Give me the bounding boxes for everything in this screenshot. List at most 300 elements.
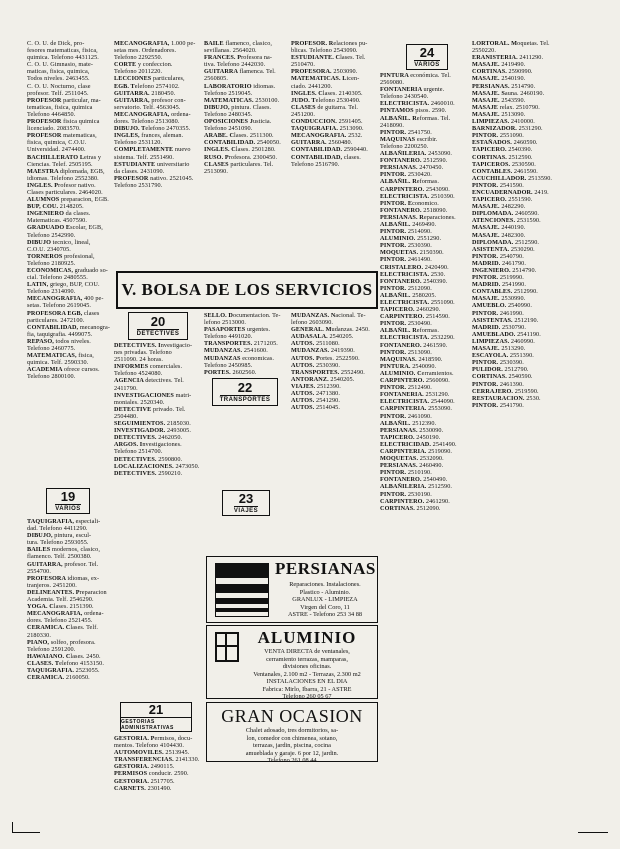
classified-line: ALUMNOS preparacion, EGB. — [27, 196, 109, 204]
classified-line: PINTURA económica. Tel. — [380, 72, 451, 79]
classified-line: Telefono 2180925. — [27, 259, 76, 267]
bottom-left-tick — [12, 822, 13, 832]
classified-line: nes privadas. Telefono — [114, 349, 172, 357]
classified-line: CONTABILIDAD, clases. — [291, 153, 361, 161]
classified-line: blicas. Telefono 2543090. — [291, 47, 358, 55]
classified-line: BAILE flamenco, clasico, — [204, 40, 273, 47]
classified-line: BUP, COU. 2148205. — [27, 203, 84, 211]
classified-line: CORTE y confeccion. — [114, 61, 173, 69]
classified-line: ASISTENTA. 2530290. — [472, 245, 535, 253]
aluminio-ad — [206, 625, 378, 699]
classified-line: PINTOR. 2461090. — [380, 412, 432, 420]
classified-line: FRANCES. Profesora na- — [204, 54, 273, 62]
gran-ocasion-title: GRAN OCASION — [221, 706, 363, 726]
bottom-left-rule — [12, 832, 40, 833]
classified-line: INFORMES comerciales. — [114, 363, 183, 371]
classified-line: dad. Telefono 4411290. — [27, 525, 88, 533]
classified-line: DIPLOMADA. 2460590. — [472, 210, 540, 218]
classified-line: AUTOS. 2541290. — [291, 397, 341, 405]
classified-line: MASAJE. 2530990. — [472, 295, 526, 303]
classified-line: CONTABLES. 2461590. — [472, 167, 538, 175]
classified-line: PINTOR. 2461490. — [380, 256, 432, 264]
classified-line: CONDUCCION. 2591405. — [291, 118, 363, 126]
section-label: VIAJES — [233, 508, 259, 514]
classified-line: PROFESOR particular, ma- — [27, 96, 101, 104]
ad-line: GRANLUX - LIMPIEZA — [292, 596, 358, 603]
classified-line: AMUEBLO. 2540990. — [472, 302, 532, 310]
classified-line: cial. Telefono 2480555. — [27, 274, 88, 282]
classified-line: INGLES. Clases. 2501280. — [204, 146, 276, 154]
section-24-box — [406, 44, 448, 70]
classified-line: flamenco. Telf. 2500380. — [27, 553, 92, 561]
classified-line: TAPICERO. 2551590. — [472, 196, 533, 204]
section-number: 21 — [148, 702, 164, 717]
column-2-middle — [114, 342, 200, 678]
classified-line: PINTURA. 2540090. — [380, 362, 437, 370]
classified-line: BAILES modernos, clasico, — [27, 546, 100, 554]
classified-line: AUTOS. Portes. 2522590. — [291, 354, 360, 362]
classified-line: ANTORANZ. 2540205. — [291, 375, 355, 383]
classified-line: MECANOGRAFIA, ordena- — [27, 610, 104, 618]
classified-line: PINTOR. 2461390. — [472, 380, 524, 388]
section-number: 23 — [238, 491, 254, 506]
classified-line: MATEMATICAS. 2530100. — [204, 96, 280, 104]
classified-line: LABORATORIO idiomas. — [204, 82, 276, 90]
classified-line: GRADUADO Escolar, EGB, — [27, 224, 103, 232]
column-3-top-lines — [204, 40, 288, 175]
ad-line: Reparaciones. Instalaciones. — [289, 581, 361, 588]
classified-line: PINTOR. 2541750. — [380, 128, 432, 136]
classified-line: PINTOR. 2519990. — [472, 274, 524, 282]
classified-line: PIANO, solfeo, profesora. — [27, 638, 96, 646]
classified-line: MASAJE. 2482300. — [472, 231, 526, 239]
classified-line: DIBUJO. Telefono 2470355. — [114, 125, 191, 133]
classified-line: PASAPORTES urgentes. — [204, 326, 271, 334]
classified-line: PINTOR. 2510190. — [380, 469, 432, 477]
column-2-top-lines — [114, 40, 200, 189]
classified-line: tiva. Telefono 2442030. — [204, 61, 266, 69]
classified-line: SELLO. Documentacion. Te- — [204, 312, 281, 319]
column-1-top — [27, 40, 111, 480]
classified-line: mentos. Telefono 4104430. — [114, 742, 185, 750]
classified-line: MECANOGRAFIA, 1.000 pe- — [114, 40, 196, 47]
section-20-box — [128, 312, 188, 340]
classified-line: Telefono 2450985. — [204, 361, 253, 369]
classified-line: JUDO. Telefono 2530490. — [291, 96, 361, 104]
classified-line: VIAJES. 2512390. — [291, 382, 341, 390]
section-label: GESTORIAS ADMINISTRATIVAS — [121, 717, 191, 731]
column-1-top-lines — [27, 40, 111, 381]
classified-line: AUDASALA. 2540205. — [291, 333, 354, 341]
classified-line: da clases. 2431090. — [114, 167, 165, 175]
classified-line: ALBAÑIL. Reformas. Tel. — [380, 114, 451, 122]
column-2-bottom — [114, 735, 200, 790]
column-5 — [380, 72, 468, 792]
section-label: DETECTIVES — [136, 331, 180, 337]
gran-ocasion-ad — [206, 702, 378, 762]
classified-line: CARPINTERIA. 2553090. — [380, 405, 453, 413]
aluminio-logo-icon — [215, 632, 239, 662]
classified-line: LIMPIEZAS. 2410000. — [472, 118, 535, 126]
section-banner — [116, 271, 378, 309]
classified-line: CLASES. Telefono 4153150. — [27, 659, 104, 667]
classified-line: Telefono 2800100. — [27, 373, 76, 381]
classified-line: Matematicas. 4507590. — [27, 217, 88, 225]
classified-line: DELINEANTES. Preparacion — [27, 588, 107, 596]
classified-line: MASAJE. 2440190. — [472, 224, 526, 232]
classified-line: PERSIANAS. 2530090. — [380, 426, 444, 434]
classified-line: FONTANERO. 2512590. — [380, 157, 448, 165]
classified-line: quimica. Telefono 4431125. — [27, 54, 99, 62]
classified-line: TRANSPORTES. 2171205. — [204, 340, 278, 348]
classified-line: 2550220. — [472, 47, 497, 55]
classified-line: CORTINAS. 2512590. — [472, 153, 533, 161]
classified-line: AUTOS. 2511080. — [291, 340, 340, 348]
classified-line: Clases particulares. 2464020. — [27, 188, 103, 196]
classified-line: FONTANERO. 2518090. — [380, 206, 448, 214]
section-number: 19 — [60, 489, 76, 504]
classified-line: MUDANZAS economicas. — [204, 354, 275, 362]
classified-line: AUTOS. 2530390. — [291, 361, 341, 369]
classified-line: servatorio. Telf. 4563045. — [114, 103, 181, 111]
classified-line: ELECTRICISTA. 2551090. — [380, 299, 455, 306]
ad-line: terrazas, jardin, piscina, cocina — [253, 742, 331, 749]
ad-line: amueblada y garaje. 6 por 12, jardin. — [245, 749, 339, 757]
classified-line: MASAJE. 2482290. — [472, 203, 526, 211]
classified-line: ELECTRICISTA. 2544090. — [380, 398, 455, 406]
classified-line: CONTABILIDAD. 2540050. — [204, 139, 281, 147]
classified-line: Telefono 4491020. — [204, 333, 253, 341]
classified-line: Todos niveles. 2463455. — [27, 75, 90, 83]
classified-line: Telefono 2519045. — [204, 89, 253, 97]
classified-line: FONTANERIA urgente. — [380, 86, 445, 94]
classified-line: ALUMINIO. Cerramientos. — [380, 369, 454, 377]
classified-line: C. O. U. de Dick, pro- — [27, 40, 85, 47]
classified-line: PINTOR. 2530490. — [380, 320, 432, 328]
classified-line: CORTINAS. 2590990. — [472, 68, 533, 76]
classified-line: ALBAÑILERIA. 2512590. — [380, 483, 453, 491]
classified-line: Telefono 2516790. — [291, 160, 340, 168]
classified-line: PINTOR. 2530420. — [380, 171, 432, 179]
column-5-lines — [380, 72, 468, 512]
classified-line: Telefono 2430540. — [380, 93, 429, 101]
classified-line: DETECTIVES. 2590800. — [114, 455, 183, 463]
classified-line: CONTABILIDAD, mecanogra- — [27, 323, 111, 331]
section-label: VARIOS — [414, 62, 440, 68]
ad-line: Plastico - Aluminio. — [299, 588, 351, 596]
ad-line: Telefono 261 08 44 — [267, 757, 317, 764]
classified-line: MAESTRA diplomada, EGB, — [27, 167, 105, 175]
column-4-top — [291, 40, 375, 268]
classified-line: TAPICERO. 2460290. — [380, 306, 441, 314]
section-number: 20 — [150, 314, 166, 329]
classified-line: ALBAÑIL. Reformas. — [380, 327, 440, 335]
classified-line: MADRID. 2530790. — [472, 323, 527, 331]
classified-line: CARPINTERO. 2514590. — [380, 313, 450, 321]
column-3-top — [204, 40, 288, 268]
classified-line: CORTINAS. 2540590. — [472, 373, 533, 381]
classified-line: ESTUDIANTE universitario — [114, 160, 190, 168]
section-21-box — [120, 702, 192, 732]
classified-line: Telefono 2451090. — [204, 125, 253, 133]
classified-line: PROFESORA EGB, clases — [27, 309, 100, 317]
classified-line: DETECTIVE privado. Tel. — [114, 405, 186, 413]
classified-line: 2513090. — [204, 167, 229, 175]
classified-line: CONTABILIDAD. 2590440. — [291, 146, 368, 154]
classified-line: PERSIANAS. 2460490. — [380, 462, 444, 470]
classified-line: ACUCHILLADOR. 2513590. — [472, 174, 553, 182]
classified-line: MUDANZAS. 2419390. — [291, 347, 355, 355]
classified-line: INGLES. Profesor nativo. — [27, 181, 96, 189]
classified-line: CLASES de guitarra. Tel. — [291, 103, 358, 111]
classified-line: MASAJE. 2513090. — [472, 110, 526, 118]
classified-line: ALBAÑIL. 2469490. — [380, 220, 437, 228]
classified-line: BACHILLERATO Letras y — [27, 153, 102, 161]
ad-line: Virgen del Coro, 11 — [300, 603, 350, 611]
classified-line: Ciencias. Telef. 2505195. — [27, 160, 93, 168]
classified-line: MASAJE relax. 2510790. — [472, 103, 540, 111]
classified-line: TAQUIGRAFIA. 2513090. — [291, 125, 364, 133]
classified-line: TAPICEROS. 2530590. — [472, 160, 536, 168]
classified-line: REPASO, todos niveles. — [27, 337, 91, 345]
classified-line: AUTOS. 2471380. — [291, 390, 341, 398]
section-number: 24 — [419, 45, 435, 60]
classified-line: PINTAMOS pisos. 2590. — [380, 107, 447, 115]
classified-line: C. O. U. Nocturno, clase — [27, 82, 91, 90]
classified-line: PERMISOS conducir. 2590. — [114, 770, 189, 778]
ad-line: Telefono 260 05 67 — [282, 693, 332, 700]
classified-line: FONTANERO. 2540490. — [380, 476, 448, 484]
classified-line: ALBAÑILERIA. 2453090. — [380, 150, 453, 158]
classified-line: DETECTIVES. 2590210. — [114, 469, 183, 477]
ad-line: lon, comedor con chimenea, sotano, — [246, 734, 338, 742]
classified-line: ARABE. Clases. 2511300. — [204, 132, 274, 140]
classified-line: CORTINAS. 2512090. — [380, 504, 441, 512]
classified-line: CRISTALERO. 2420490. — [380, 263, 449, 271]
classified-line: PORTES. 2602560. — [204, 368, 257, 374]
classified-line: SEGUIMIENTOS. 2185030. — [114, 420, 191, 428]
classified-line: MASAJE. 2540190. — [472, 75, 526, 83]
persianas-lines — [273, 581, 377, 619]
classified-line: INGENIERO da clases. — [27, 210, 91, 218]
persianas-ad — [206, 556, 378, 623]
column-4-middle-lines — [291, 312, 375, 411]
classified-line: OPOSICIONES Justicia. — [204, 118, 272, 126]
classified-line: 2511090. 24 horas. — [114, 356, 164, 364]
classified-line: fisica, quimica, C.O.U. — [27, 139, 87, 147]
classified-line: ARGOS. Investigaciones. — [114, 441, 182, 449]
classified-line: AUTOS. 2514045. — [291, 404, 341, 412]
classified-line: Academia. Telf. 2546290. — [27, 596, 94, 604]
classified-line: 2418090. — [380, 121, 405, 129]
classified-line: PINTOR. 2513090. — [380, 348, 432, 356]
classified-line: ESTAÑADOS. 2460590. — [472, 139, 538, 147]
classified-line: C. O. U. Gimnasio, mate- — [27, 61, 93, 69]
classified-line: TRANSPORTES. 2552490. — [291, 368, 365, 376]
classified-line: dores. Telefono 2521455. — [27, 617, 93, 625]
classified-line: fesores matematicas, fisica, — [27, 47, 98, 55]
classified-line: maticas, fisica, quimica, — [27, 68, 90, 76]
classified-line: PINTOR. 2551090. — [472, 132, 524, 140]
classified-line: 2180330. — [27, 631, 52, 639]
classified-line: FONTANERO. 2540390. — [380, 277, 448, 285]
classified-line: PROFESORA. 2503090. — [291, 68, 358, 76]
classified-line: PINTOR. 2541590. — [472, 181, 524, 189]
section-number: 22 — [237, 380, 253, 395]
classified-line: quimica. Telf. 2590330. — [27, 359, 89, 367]
column-3-middle — [204, 312, 288, 374]
classified-line: MASAJE. 2543590. — [472, 96, 526, 104]
column-1-bottom — [27, 518, 111, 788]
classified-line: ELECTRICISTA. 2530. — [380, 270, 446, 278]
section-23-box — [222, 490, 270, 516]
section-22-box — [212, 378, 278, 406]
classified-line: GENERAL. Mudanzas. 2450. — [291, 326, 370, 334]
classified-line: Telefono 2314090. — [27, 288, 76, 296]
classified-line: CONTABLES. 2512990. — [472, 288, 538, 296]
classified-line: LIMPIEZAS. 2460990. — [472, 337, 535, 345]
classified-line: idiomas. Telefono 2552380. — [27, 174, 99, 182]
classified-line: PROFESOR nativo. 2521045. — [114, 174, 194, 182]
classified-line: MECANOGRAFIA, 400 pe- — [27, 295, 104, 303]
classified-line: ELECTRICISTA. 2460010. — [380, 100, 455, 108]
classified-line: LOCALIZACIONES. 2473050. — [114, 462, 200, 470]
classified-line: DETECTIVES. Investigacio- — [114, 342, 193, 349]
classified-line: PERSIANAS. 2470450. — [380, 164, 444, 172]
gran-ocasion-lines — [209, 727, 375, 765]
classified-line: 2560805. — [204, 75, 229, 83]
classified-line: CARPINTERIA. 2519090. — [380, 447, 453, 455]
classified-line: PROFESOR fisica quimica — [27, 118, 100, 126]
classified-line: DIBUJO, pintura. Clases. — [204, 103, 272, 111]
classified-line: BARNIZADOR. 2531290. — [472, 125, 543, 133]
column-2-bottom-lines — [114, 735, 200, 790]
classified-line: Telefono 4464850. — [27, 110, 76, 118]
classified-line: TAPICERO. 2540390. — [472, 146, 533, 154]
classified-line: lefono 2603090. — [291, 319, 334, 327]
classified-line: Telefono 2514700. — [114, 448, 163, 456]
classified-line: ATENCIONES. 2531590. — [472, 217, 541, 225]
classified-line: INGLES, frances, aleman. — [114, 132, 184, 140]
classified-line: ELECTRICIDAD. 2541490. — [380, 440, 457, 448]
classified-line: GUITARRA. 2180450. — [114, 89, 176, 97]
classified-line: MADRID. 2461790. — [472, 259, 527, 267]
classified-line: GUITARRA flamenca. Tel. — [204, 68, 276, 76]
persianas-logo-icon — [215, 563, 269, 617]
classified-line: DIBUJO tecnico, lineal, — [27, 238, 91, 246]
classified-line: GUITARRA. 2560480. — [291, 139, 353, 147]
classified-line: GUITARRA, profesor. Tel. — [27, 560, 99, 568]
classified-line: licenciado. 2083570. — [27, 125, 81, 133]
section-label: VARIOS — [55, 506, 81, 512]
classified-line: CLASES particulares. Tel. — [204, 160, 274, 168]
classified-line: MOQUETAS. 2532090. — [380, 455, 444, 463]
classified-line: 2411790. — [114, 384, 138, 392]
classified-line: Telefono 4524080. — [114, 370, 163, 378]
classified-line: CARPINTERO. 2560090. — [380, 377, 450, 385]
classified-line: MECANOGRAFIA, ordena- — [114, 110, 191, 118]
ad-line: VENTA DIRECTA de ventanales, — [264, 648, 350, 655]
classified-line: Telefono 2591200. — [27, 645, 76, 653]
classified-line: Telefono 2011220. — [114, 68, 163, 76]
column-1-bottom-lines — [27, 518, 111, 681]
classified-line: PINTOR. 2540790. — [472, 252, 524, 260]
classified-line: PROFESOR. Relaciones pu- — [291, 40, 368, 47]
classified-line: TORNEROS profesional, — [27, 252, 95, 260]
classified-line: MAQUINAS escribir. — [380, 135, 438, 143]
classified-line: TRANSFERENCIAS. 2141330. — [114, 756, 200, 764]
persianas-title: PERSIANAS — [275, 559, 376, 578]
classified-line: MECANOGRAFIA. 2532. — [291, 132, 363, 140]
ad-line: Ventanales, 2.100 m2 - Terrazas, 2.300 m2 — [253, 670, 361, 678]
classified-line: MUDANZAS. Nacional. Te- — [291, 312, 366, 319]
column-3-middle-lines — [204, 312, 288, 374]
classified-line: PINTOR. 2512090. — [380, 284, 432, 292]
classified-line: CARPINTERO. 2461290. — [380, 497, 450, 505]
classified-line: PINTOR. 2541790. — [472, 401, 524, 409]
classified-line: CARNETS. 2301490. — [114, 784, 172, 790]
classified-line: ERANISTERIA. 2411290. — [472, 54, 544, 62]
column-4-middle — [291, 312, 375, 538]
column-2-top — [114, 40, 200, 268]
classified-line: profesor. Telf. 2511045. — [27, 89, 89, 97]
classified-line: Telefono 2542990. — [27, 231, 76, 239]
ad-line: cerramiento terrazas, mamparas, — [266, 655, 348, 663]
column-2-middle-lines — [114, 342, 200, 477]
classified-line: Telefono 2531790. — [114, 181, 163, 189]
ad-line: Chalet adosado, tres dormitorios, sa- — [245, 727, 339, 734]
classified-line: MOQUETAS. 2150390. — [380, 249, 444, 257]
classified-line: MATEMATICAS, fisica, — [27, 352, 94, 360]
classified-line: Telefono 2460775. — [27, 345, 76, 353]
column-6-lines — [472, 40, 560, 409]
classified-line: PINTOR. 2512490. — [380, 384, 432, 392]
classified-line: INGLES. Clases. 2140305. — [291, 89, 363, 97]
classified-line: COMPLETAMENTE nuevo — [114, 146, 191, 154]
classified-line: Universidad. 2474400. — [27, 146, 86, 154]
classified-line: YOGA. Clases. 2151390. — [27, 603, 94, 611]
section-19-box — [46, 488, 90, 514]
classified-line: fia, taquigrafia. 4499075. — [27, 330, 93, 338]
classified-line: CERRAJERO. 2519590. — [472, 387, 539, 395]
classified-line: LATIN, griego, BUP, COU. — [27, 281, 100, 289]
classified-line: PULIDOR. 2512790. — [472, 366, 529, 374]
classified-line: MASAJE. 2419490. — [472, 61, 526, 69]
classified-line: tranjeros. 2451200. — [27, 581, 77, 589]
classified-line: TAQUIGRAFIA, especiali- — [27, 518, 101, 525]
classified-line: particulares. 2472100. — [27, 316, 85, 324]
classified-line: ECONOMICAS, graduado so- — [27, 267, 108, 274]
classified-line: MASAJE. Sauna. 2460190. — [472, 89, 545, 97]
classified-line: moniales. 2520340. — [114, 398, 165, 406]
classified-line: ALBAÑIL. 2580205. — [380, 291, 437, 299]
section-label: TRANSPORTES — [219, 397, 271, 403]
classified-line: ALBAÑIL. Reformas. — [380, 178, 440, 186]
classified-line: GESTORIA. 2517705. — [114, 777, 175, 785]
ad-line: Fabrica: Mirlo, Ibarra, 21 - ASTRE — [262, 685, 352, 693]
classified-line: PINTOR. 2530190. — [380, 490, 432, 498]
classified-line: 2451200. — [291, 110, 316, 118]
classified-line: CERAMICA. Clases. Telf. — [27, 624, 99, 632]
classified-line: tematicas, fisica, quimica — [27, 103, 93, 111]
classified-line: setas. Telefono 2619045. — [27, 302, 92, 310]
classified-line: ASISTENTAS. 2512190. — [472, 316, 539, 324]
classified-line: PERSIANAS. Reparaciones. — [380, 213, 456, 221]
classified-line: C.O.U. 2340705. — [27, 245, 71, 253]
banner-title: V. BOLSA DE LOS SERVICIOS — [121, 280, 373, 299]
classified-line: ELECTRICISTA. 2510390. — [380, 192, 455, 200]
ad-line: ASTRE - Telefono 253 34 88 — [287, 611, 363, 618]
